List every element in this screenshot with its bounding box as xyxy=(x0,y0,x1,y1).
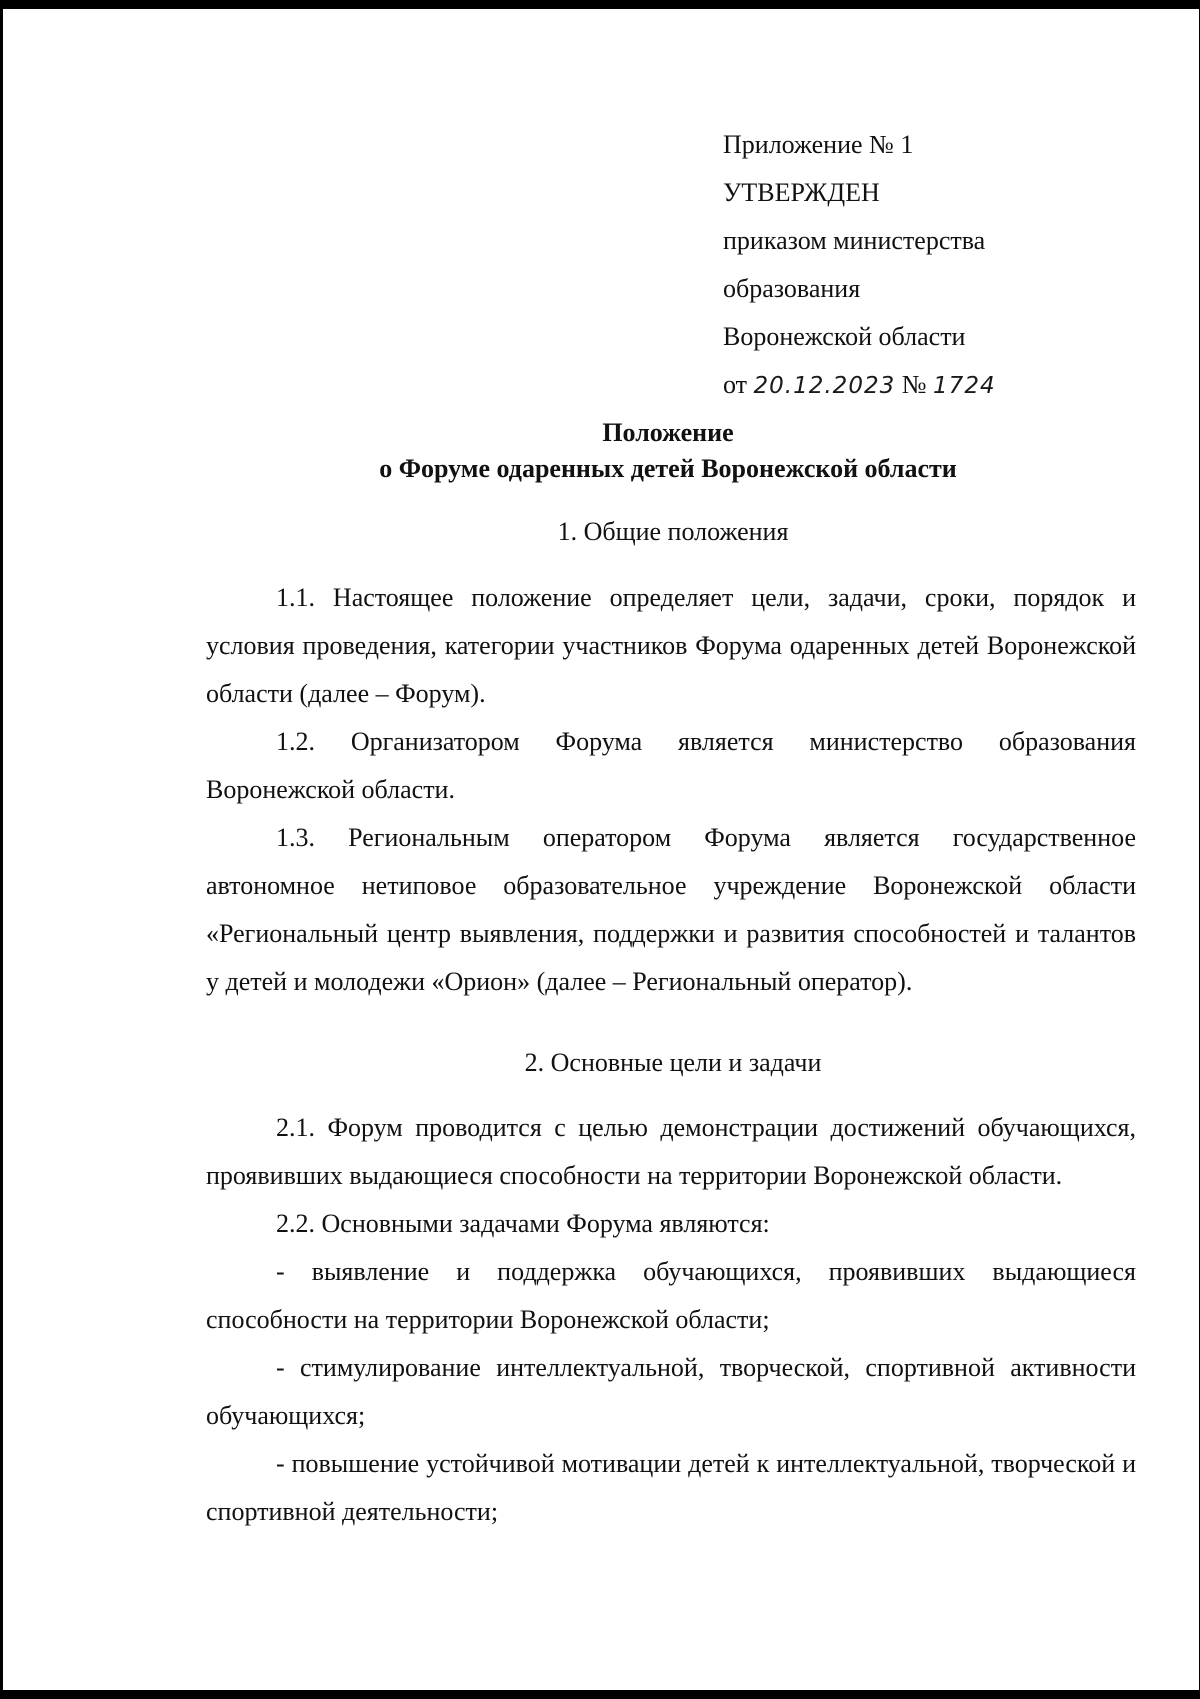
date-prefix: от xyxy=(723,370,748,399)
approved-label: УТВЕРЖДЕН xyxy=(723,178,880,207)
section-1-heading: 1. Общие положения xyxy=(557,517,789,546)
approved-by-region: Воронежской области xyxy=(723,322,966,351)
title-line-1: Положение xyxy=(602,418,734,447)
approved-by-order: приказом министерства xyxy=(723,226,986,255)
section-2-heading: 2. Основные цели и задачи xyxy=(524,1048,822,1077)
appendix-number: Приложение № 1 xyxy=(723,130,914,159)
paragraph-2-2: 2.2. Основными задачами Форума являются: xyxy=(276,1209,770,1238)
approval-stamp-block xyxy=(723,121,1053,410)
document-title xyxy=(203,415,1133,487)
section-2-body xyxy=(206,1104,1136,1536)
task-item-2: - стимулирование интеллектуальной, творческой, спортивной активности обучающихся; xyxy=(206,1353,1136,1430)
paragraph-1-1: 1.1. Настоящее положение определяет цели, задачи, сроки, порядок и условия проведения, категории участников Форума одаренных детей Воронежской области (далее – Форум). xyxy=(206,583,1136,708)
paragraph-1-2: 1.2. Организатором Форума является министерство образования Воронежской области. xyxy=(206,727,1136,804)
paragraph-1-3: 1.3. Региональным оператором Форума является государственное автономное нетиповое образовательное учреждение Воронежской области «Региональный центр выявления, поддержки и развития способностей и талантов у детей и молодежи «Орион» (далее – Региональный оператор). xyxy=(206,823,1136,996)
section-1-body xyxy=(206,574,1136,1006)
handwritten-order-number: 1724 xyxy=(933,373,996,399)
approved-by-ministry: образования xyxy=(723,274,861,303)
task-item-1: - выявление и поддержка обучающихся, проявивших выдающиеся способности на территории Воронежской области; xyxy=(206,1257,1136,1334)
title-line-2: о Форуме одаренных детей Воронежской области xyxy=(379,454,957,483)
task-item-3: - повышение устойчивой мотивации детей к интеллектуальной, творческой и спортивной деятельности; xyxy=(206,1449,1136,1526)
paragraph-2-1: 2.1. Форум проводится с целью демонстрации достижений обучающихся, проявивших выдающиеся способности на территории Воронежской области. xyxy=(206,1113,1136,1190)
order-date-line xyxy=(723,361,1053,410)
handwritten-date: 20.12.2023 xyxy=(753,373,896,399)
number-sign: № xyxy=(901,370,927,399)
